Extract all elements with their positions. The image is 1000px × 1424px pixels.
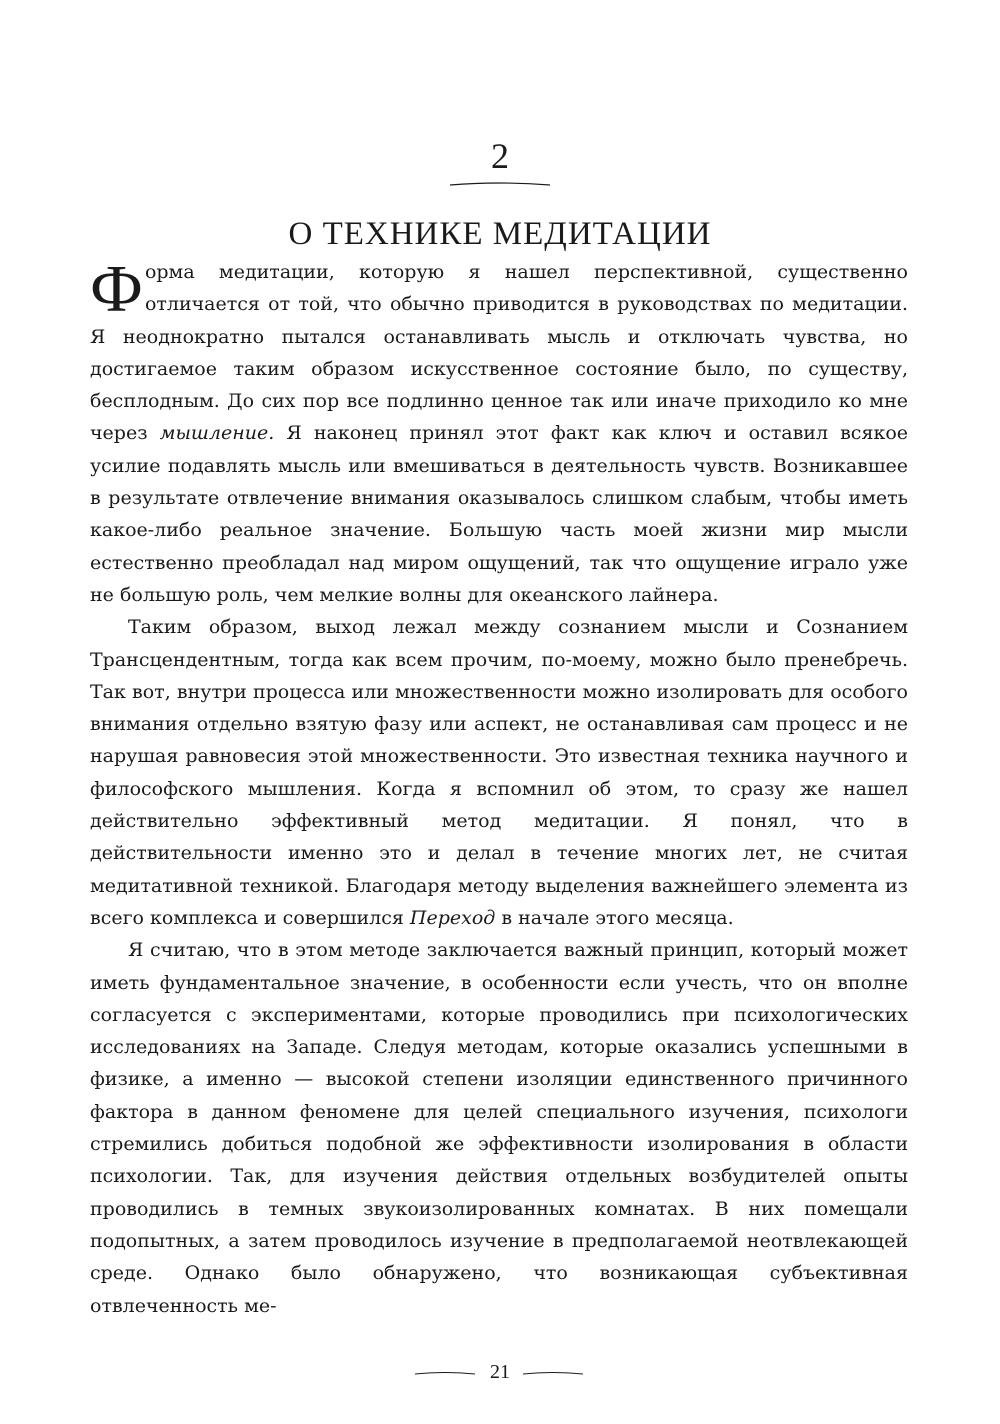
paragraph-1-text-after: Я наконец принял этот факт как ключ и оставил всякое усилие подавлять мысль или вмешиваться в деятельность чувств. Возникавшее в результате отвлечение внимания оказывалось слишком слабым, чтобы иметь какое-либо реальное значение. Большую часть моей жизни мир мысли естественно преобладал над миром ощущений, так что ощущение играло уже не большую роль, чем мелкие волны для океанского лайнера. (90, 422, 908, 606)
paragraph-1-text: орма медитации, которую я нашел перспективной, существенно отличается от той, что обычно приводится в руководствах по медитации. Я неоднократно пытался останавливать мысль и отключать чувства, но достигаемое таким образом искусственное состояние было, по существу, бесплодным. До сих пор все подлинно ценное так или иначе приходило ко мне через (90, 261, 908, 445)
paragraph-3 (90, 934, 908, 1322)
chapter-title: О ТЕХНИКЕ МЕДИТАЦИИ (288, 216, 712, 253)
paragraph-2-italic: Переход (409, 906, 496, 929)
footer-ornament-left (415, 1370, 475, 1376)
drop-cap: Ф (90, 252, 143, 326)
book-page (90, 0, 910, 1424)
paragraph-1 (90, 252, 908, 611)
page-number: 21 (490, 1361, 510, 1383)
paragraph-3-text: Я считаю, что в этом методе заключается важный принцип, который может иметь фундаментальное значение, в особенности если учесть, что он вполне согласуется с экспериментами, которые проводились при психологических исследованиях на Западе. Следуя методам, которые оказались успешными в физике, а именно — высокой степени изоляции единственного причинного фактора в данном феномене для целей специального изучения, психологи стремились добиться подобной же эффективности изолирования в области психологии. Так, для изучения действия отдельных возбудителей опыты проводились в темных звукоизолированных комнатах. В них помещали подопытных, а затем проводилось изучение в предполагаемой неотвлекающей среде. Однако было обнаружено, что возникающая субъективная отвлеченность ме- (90, 939, 908, 1317)
paragraph-2 (90, 611, 908, 934)
paragraph-2-text: Таким образом, выход лежал между сознанием мысли и Сознанием Трансцендентным, тогда как всем прочим, по-моему, можно было пренебречь. Так вот, внутри процесса или множественности можно изолировать для особого внимания отдельно взятую фазу или аспект, не останавливая сам процесс и не нарушая равновесия этой множественности. Это известная техника научного и философского мышления. Когда я вспомнил об этом, то сразу же нашел действительно эффективный метод медитации. Я понял, что в действительности именно это и делал в течение многих лет, не считая медитативной техникой. Благодаря методу выделения важнейшего элемента из всего комплекса и совершился (90, 616, 908, 929)
page-footer (90, 1358, 910, 1388)
paragraph-2-text-after: в начале этого месяца. (495, 906, 734, 929)
chapter-ornament (450, 180, 550, 188)
paragraph-1-italic: мышление. (159, 422, 275, 445)
chapter-number: 2 (491, 136, 509, 176)
footer-ornament-right (523, 1370, 583, 1376)
chapter-body (90, 252, 908, 1322)
